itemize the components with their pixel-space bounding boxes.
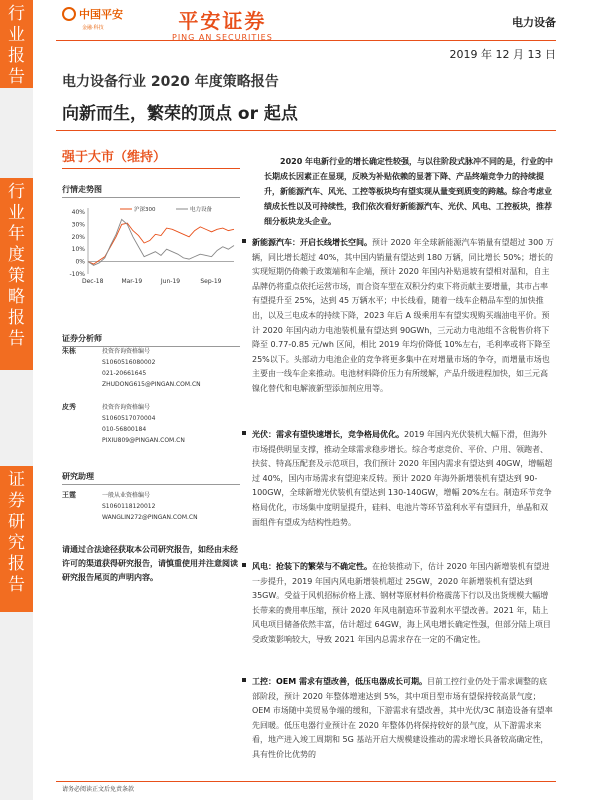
sidebar-char: 报 [8,554,25,574]
sidebar [0,0,33,800]
sidebar-char: 告 [8,67,25,87]
logo-small-text: 中国平安 [79,8,123,21]
brand-logo [172,5,273,42]
series-line [88,219,234,265]
report-subtitle: 向新而生，繁荣的顶点 or 起点 [62,104,298,124]
y-tick-label: 20% [71,233,85,241]
brand-en: PING AN SECURITIES [172,33,273,42]
analyst-title: 证券分析师 [62,334,102,343]
assistant-cert-label: 一般从业资格编号 [102,492,151,499]
sidebar-block-report [0,0,33,88]
pingan-logo [62,6,123,31]
sidebar-char: 业 [8,203,25,223]
report-title: 电力设备行业 2020 年度策略报告 [62,74,279,90]
summary-paragraph: 2020 年电新行业的增长确定性较强，与以往阶段式脉冲不同的是，行业的中长期成长因素正在显现，反映为补贴依赖的显著下降、产品终端竞争力的持续提升，新能源汽车、风光、工控等板块均有望实现从量变到质变的跨越。综合考虑业绩成长性以及可持续性，我们依次看好新能源汽车、光伏、风电、工控板块，推荐细分板块龙头企业。 [264,157,554,226]
section-pv [252,428,554,530]
analyst-email[interactable]: PIXIU809@PINGAN.COM.CN [102,437,185,444]
section-lead: 工控：OEM 需求有望改善，低压电器成长可期。 [252,677,428,686]
sidebar-block-research [0,466,33,612]
bullet-icon [242,563,246,567]
y-tick-label: 40% [71,209,85,216]
trend-divider [62,197,240,198]
analyst-cert-number: S1060516080002 [102,359,156,366]
analyst-cert-label: 投资咨询资格编号 [102,348,151,355]
sidebar-char: 业 [8,25,25,45]
footer-note: 请务必阅读正文后免责条款 [62,786,135,793]
assistant-title: 研究助理 [62,472,94,481]
analyst-phone: 021-20661645 [102,370,147,377]
analyst-email[interactable]: ZHUDONG615@PINGAN.COM.CN [102,381,201,388]
sidebar-char: 告 [8,575,25,595]
assistant-email[interactable]: WANGLIN272@PINGAN.COM.CN [102,514,198,521]
sidebar-char: 告 [8,329,25,349]
y-tick-label: 10% [71,246,85,254]
sidebar-char: 证 [8,470,25,490]
legend-label: 电力设备 [190,207,213,213]
y-tick-label: 30% [71,221,85,229]
section-lead: 新能源汽车：开启长线增长空间。 [252,238,372,247]
bullet-icon [242,678,246,682]
sidebar-char: 策 [8,266,25,286]
assistant-divider [62,484,240,485]
section-lead: 光伏：需求有望快速增长，竞争格局优化。 [252,430,404,439]
rating-divider [62,168,240,169]
sidebar-char: 行 [8,182,25,202]
logo-tag: 金融·科技 [82,25,104,31]
assistant-cert-number: S1060118120012 [102,503,156,510]
footer-divider [56,781,556,782]
trend-chart [62,200,240,285]
section-text: 2019 年国内光伏装机大幅下滑，但海外市场提供明显支撑，推动全球需求稳步增长。综合考虑竞价、平价、户用、领跑者、扶贫、特高压配套及示范项目，我们预计 2020 年国内需求有望达到 40GW，增幅超过 40%，国内市场需求有望迎来反转。预计 2020 年海外新增装机有望达到 90-100GW，全球新增光伏装机有望达到 130-140GW，增幅 20%左右。制造环节竞争格局优化，市场集中度明显提升，硅料、电池片等环节盈利水平有望回升，单晶和双面组件有望成为结构性趋势。 [252,430,553,527]
sidebar-char: 行 [8,4,25,24]
section-text: 预计 2020 年全球新能源汽车销量有望超过 300 万辆，同比增长超过 40%，其中国内销量有望达到 180 万辆，同比增长 50%；增长的实现短期仍倚赖于政策端和车企端，预计 2020 年国内补贴退坡有望相对温和，自主品牌仍将重点依托运营市场，而合资车型在双积分约束下将贡献主要增量，其市占率有望提升至 25%，达到 45 万辆水平；中长线看，随着一线车企精品车型的加快推出，以及三电成本的持续下降，2023 年后 A 级乘用车有望实现购买端油电平价。预计 2020 年国内动力电池装机量有望达到 90GWh，三元动力电池组不含税售价将下降至 0.77-0.85 元/wh 区间，相比 2019 年均价降低 10%左右，毛利率或将下降至 25%以下。头部动力电池企业的竞争将更多集中在对增量市场的争夺，而增量市场也主要由一线车企来推动。电池材料降价压力有所缓解，产品升级进程加快，如三元高镍化替代和电解液新型添加剂应用等。 [252,238,554,393]
x-tick-label: Jun-19 [160,278,181,285]
sidebar-block-annual-strategy [0,178,33,370]
trend-title: 行情走势图 [62,185,102,194]
analyst-cert-number: S1060517070004 [102,415,156,422]
sidebar-char: 券 [8,491,25,511]
pingan-emblem-icon [62,7,76,21]
disclaimer: 请通过合法途径获取本公司研究报告，如经由未经许可的渠道获得研究报告，请慎重使用并注意阅读研究报告尾页的声明内容。 [62,545,238,582]
industry-label: 电力设备 [512,16,556,29]
section-text: 在抢装推动下，估计 2020 年国内新增装机有望进一步提升，2019 年国内风电新增装机超过 25GW，2020 年新增装机有望达到 35GW。受益于风机招标价格上涨、钢材等原材料价格震荡下行以及出货规模大幅增长带来的费用率压缩，预计 2020 年风电制造环节盈利水平望改善。2021 年，陆上风电项目储备依然丰富，估计超过 64GW，海上风电增长确定性强，但部分陆上项目受政策影响较大，导致 2021 年国内总需求存在一定的不确定性。 [252,562,551,644]
assistant-name: 王霆 [62,491,76,499]
sidebar-char: 报 [8,308,25,328]
sidebar-char: 报 [8,46,25,66]
section-industrial-control [252,675,554,763]
y-tick-label: -10% [69,271,85,278]
brand-cn: 平安证券 [178,9,267,33]
sidebar-char: 究 [8,533,25,553]
analyst-phone: 010-56800184 [102,426,147,433]
analyst-cert-label: 投资咨询资格编号 [102,404,151,411]
y-tick-label: 0% [75,258,85,266]
analyst-name: 皮秀 [62,403,76,411]
section-lead: 风电：抢装下的繁荣与不确定性。 [252,562,372,571]
sidebar-char: 度 [8,245,25,265]
x-tick-label: Mar-19 [121,278,143,285]
sidebar-char: 年 [8,224,25,244]
series-line [88,223,234,264]
legend-label: 沪深300 [134,207,156,213]
x-tick-label: Sep-19 [200,278,222,285]
sidebar-char: 略 [8,287,25,307]
sidebar-char: 研 [8,512,25,532]
section-wind [252,560,554,648]
section-text: 目前工控行业仍处于需求调整的底部阶段，预计 2020 年整体增速达到 5%，其中项目型市场有望保持较高景气度；OEM 市场随中美贸易争端的缓和，下游需求有望改善，其中光伏/3C 制造设备有望率先回暖。低压电器行业预计在 2020 年整体仍将保持较好的景气度，从下游需求来看，地产进入竣工周期和 5G 基站开启大规模建设推动的需求增长具备较高确定性，具有性价比优势的 [252,677,553,759]
x-tick-label: Dec-18 [82,278,104,285]
bullet-icon [242,431,246,435]
analyst-name: 朱栋 [62,347,76,355]
rating: 强于大市（维持） [62,150,167,165]
subtitle-divider [56,130,556,131]
bullet-icon [242,239,246,243]
report-date: 2019 年 12 月 13 日 [449,48,556,61]
header-divider [56,40,556,41]
section-ev [252,236,554,397]
